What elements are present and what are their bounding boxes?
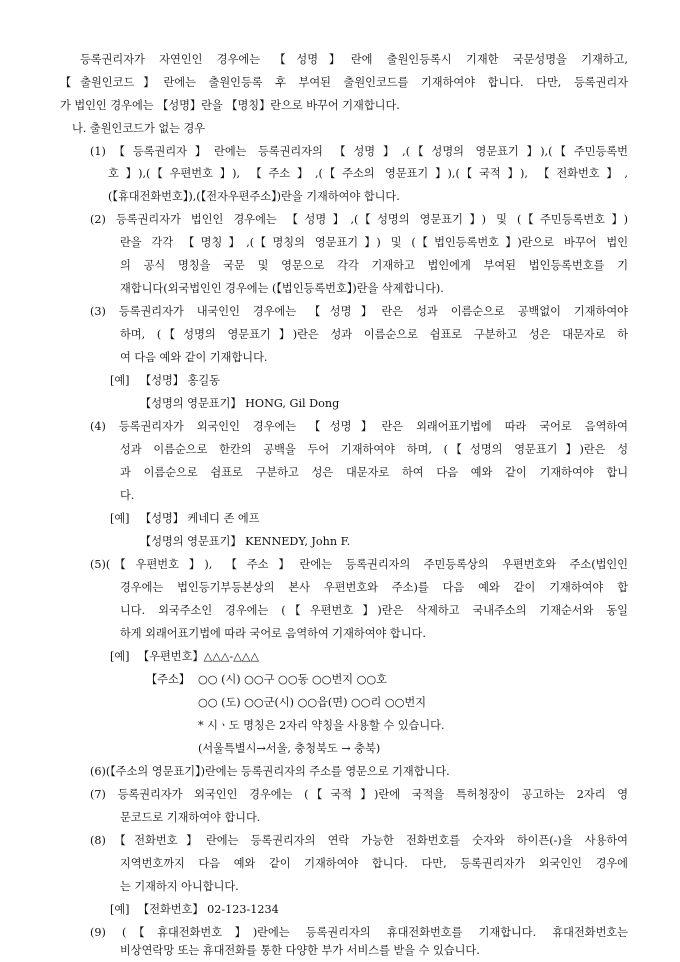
- example-8-label: [예]: [110, 903, 130, 916]
- example-5-postal: 【우편번호】△△△-△△△: [138, 650, 260, 663]
- example-3-name: 【성명】 홍길동: [140, 374, 220, 387]
- example-5-address-line-2: ○○ (도) ○○군(시) ○○읍(면) ○○리 ○○번지: [198, 696, 427, 709]
- item-8-line-3: 는 기재하지 아니합니다.: [120, 880, 239, 893]
- item-9-line-2: 비상연락망 또는 휴대전화를 통한 다양한 부가 서비스를 받을 수 있습니다.: [120, 944, 480, 957]
- intro-line-3: 가 법인인 경우에는 【성명】란을 【명칭】란으로 바꾸어 기재합니다.: [60, 99, 400, 112]
- item-2-line-2: 란을 각각 【명칭】,(【명칭의 영문표기】) 및 (【법인등록번호】)란으로 바꾸어 법인: [120, 236, 629, 249]
- intro-line-2: 【출원인코드】란에는 출원인등록 후 부여된 출원인코드를 기재하여야 합니다. 다만, 등록권리자: [60, 76, 628, 89]
- item-2-line-4: 재합니다(외국법인인 경우에는 (【법인등록번호】)란을 삭제합니다).: [120, 282, 444, 295]
- item-4-line-1: (4) 등록권리자가 외국인인 경우에는 【성명】란은 외래어표기법에 따라 국어로 음역하여: [90, 420, 628, 433]
- item-1-line-2: 호】),(【우편번호】), 【주소】,(【주소의 영문표기】),(【국적】), 【전화번호】,: [108, 167, 628, 180]
- item-5-line-1: (5)(【우편번호】), 【주소】란에는 등록권리자의 주민등록상의 우편번호와 주소(법인인: [90, 558, 628, 571]
- item-7-line-2: 문코드로 기재하여야 합니다.: [120, 811, 261, 824]
- example-5-note-example: (서울특별시→서울, 충청북도 → 충북): [198, 742, 381, 755]
- item-1-line-3: (【휴대전화번호】),(【전자우편주소】)란을 기재하여야 합니다.: [108, 190, 400, 203]
- item-4-line-2: 성과 이름순으로 한칸의 공백을 두어 기재하여야 하며, (【성명의 영문표기】)란은 성: [120, 443, 628, 456]
- item-6-line-1: (6)(【주소의 영문표기】)란에는 등록권리자의 주소를 영문으로 기재합니다.: [90, 765, 450, 778]
- item-5-line-3: 니다. 외국주소인 경우에는 (【우편번호】)란은 삭제하고 국내주소의 기재순서와 동일: [120, 604, 628, 617]
- item-2-line-1: (2) 등록권리자가 법인인 경우에는 【성명】,(【성명의 영문표기】) 및 (【주민등록번호】): [90, 213, 628, 226]
- item-8-line-2: 지역번호까지 다음 예와 같이 기재하여야 합니다. 다만, 등록권리자가 외국인인 경우에: [120, 857, 628, 870]
- item-1-line-1: (1)【등록권리자】란에는 등록권리자의 【성명】,(【성명의 영문표기】),(【주민등록번: [90, 145, 628, 158]
- example-8-phone: 【전화번호】 02-123-1234: [138, 903, 279, 916]
- item-8-line-1: (8)【전화번호】란에는 등록권리자의 연락 가능한 전화번호를 숫자와 하이픈(-)을 사용하여: [90, 834, 628, 847]
- section-heading: 나. 출원인코드가 없는 경우: [72, 122, 206, 135]
- item-3-line-1: (3) 등록권리자가 내국인인 경우에는 【성명】란은 성과 이름순으로 공백없이 기재하여야: [90, 305, 628, 318]
- example-3-english: 【성명의 영문표기】 HONG, Gil Dong: [140, 397, 340, 410]
- item-5-line-4: 하게 외래어표기법에 따라 국어로 음역하여 기재하여야 합니다.: [120, 627, 426, 640]
- example-5-address-line-1: ○○ (시) ○○구 ○○동 ○○번지 ○○호: [198, 673, 387, 686]
- item-3-line-2: 하며, (【성명의 영문표기】)란은 성과 이름순으로 쉼표로 구분하고 성은 대문자로 하: [120, 328, 628, 341]
- example-4-name: 【성명】 케네디 존 에프: [140, 512, 260, 525]
- item-9-line-1: (9) (【휴대전화번호】)란에는 등록권리자의 휴대전화번호를 기재합니다. 휴대전화번호는: [90, 926, 628, 939]
- item-3-line-3: 여 다음 예와 같이 기재합니다.: [120, 351, 268, 364]
- example-3-label: [예]: [110, 374, 130, 387]
- item-2-line-3: 의 공식 명칭을 국문 및 영문으로 각각 기재하고 법인에게 부여된 법인등록번호를 기: [120, 259, 628, 272]
- item-5-line-2: 경우에는 법인등기부등본상의 본사 우편번호와 주소)를 다음 예와 같이 기재하여야 합: [120, 581, 628, 594]
- example-5-note: * 시ㆍ도 명칭은 2자리 약칭을 사용할 수 있습니다.: [198, 719, 445, 732]
- example-5-address-label: 【주소】: [146, 673, 190, 686]
- item-4-line-4: 다.: [120, 489, 135, 502]
- intro-line-1: 등록권리자가 자연인인 경우에는 【성명】란에 출원인등록시 기재한 국문성명을 기재하고,: [80, 53, 628, 66]
- example-5-label: [예]: [110, 650, 130, 663]
- item-7-line-1: (7) 등록권리자가 외국인인 경우에는 (【국적】)란에 국적을 특허청장이 공고하는 2자리 영: [90, 788, 628, 801]
- example-4-label: [예]: [110, 512, 130, 525]
- item-4-line-3: 과 이름순으로 쉼표로 구분하고 성은 대문자로 하여 다음 예와 같이 기재하여야 합니: [120, 466, 628, 479]
- example-4-english: 【성명의 영문표기】 KENNEDY, John F.: [140, 535, 351, 548]
